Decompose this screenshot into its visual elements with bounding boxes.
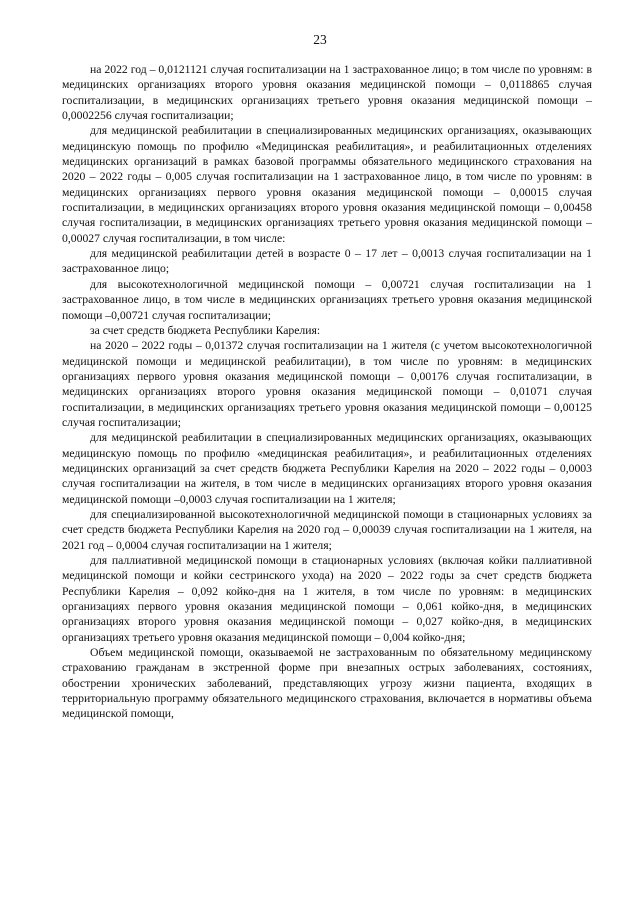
paragraph-2022-hospitalization: на 2022 год – 0,0121121 случая госпитализации на 1 застрахованное лицо; в том числе по уровням: в медицинских организациях второго уровня оказания медицинской помощи – 0,0118865 случая госпитализации, в медицинских организациях третьего уровня оказания медицинской помощи – 0,0002256 случая госпитализации; [62,63,592,123]
paragraph-karelia-budget-heading: за счет средств бюджета Республики Карелия: [90,323,321,337]
paragraph-uninsured-emergency: Объем медицинской помощи, оказываемой не застрахованным по обязательному медицинскому страхованию гражданам в экстренной форме при внезапных острых заболеваниях, состояниях, обострении хронических заболеваний, представляющих угрозу жизни пациента, входящих в территориальную программу обязательного медицинского страхования, включается в нормативы объема медицинской помощи, [62,646,592,721]
document-body [62,62,592,722]
paragraph-rehabilitation-oms: для медицинской реабилитации в специализированных медицинских организациях, оказывающих медицинскую помощь по профилю «Медицинская реабилитация», и реабилитационных отделениях медицинских организаций в рамках базовой программы обязательного медицинского страхования на 2020 – 2022 годы – 0,005 случая госпитализации на 1 застрахованное лицо, в том числе по уровням: в медицинских организациях первого уровня оказания медицинской помощи – 0,00015 случая госпитализации, в медицинских организациях второго уровня оказания медицинской помощи – 0,00458 случая госпитализации, в медицинских организациях третьего уровня оказания медицинской помощи – 0,00027 случая госпитализации, в том числе: [62,124,592,245]
paragraph-karelia-high-tech: для специализированной высокотехнологичной медицинской помощи в стационарных условиях за счет средств бюджета Республики Карелия на 2020 год – 0,00039 случая госпитализации на 1 жителя, на 2021 год – 0,0004 случая госпитализации на 1 жителя; [62,507,592,552]
paragraph-palliative-care: для паллиативной медицинской помощи в стационарных условиях (включая койки паллиативной медицинской помощи и койки сестринского ухода) на 2020 – 2022 годы за счет средств бюджета Республики Карелия – 0,092 койко-дня на 1 жителя, в том числе по уровням: в медицинских организациях первого уровня оказания медицинской помощи – 0,061 койко-дня, в медицинских организациях второго уровня оказания медицинской помощи – 0,027 койко-дня, в медицинских организациях третьего уровня оказания медицинской помощи – 0,004 койко-дня; [62,554,592,644]
paragraph-high-tech-care: для высокотехнологичной медицинской помощи – 0,00721 случая госпитализации на 1 застрахованное лицо, в том числе в медицинских организациях третьего уровня оказания медицинской помощи –0,00721 случая госпитализации; [62,277,592,322]
page-number: 23 [313,32,327,47]
paragraph-karelia-2020-2022: на 2020 – 2022 годы – 0,01372 случая госпитализации на 1 жителя (с учетом высокотехнологичной медицинской помощи и медицинской реабилитации), в том числе по уровням: в медицинских организациях первого уровня оказания медицинской помощи – 0,00176 случая госпитализации, в медицинских организациях второго уровня оказания медицинской помощи – 0,01071 случая госпитализации, в медицинских организациях третьего уровня оказания медицинской помощи – 0,00125 случая госпитализации; [62,339,592,429]
paragraph-karelia-rehabilitation: для медицинской реабилитации в специализированных медицинских организациях, оказывающих медицинскую помощь по профилю «медицинская реабилитация», и реабилитационных отделениях медицинских организаций за счет средств бюджета Республики Карелия на 2020 – 2022 годы – 0,0003 случая госпитализации на жителя, в том числе в медицинских организациях второго уровня оказания медицинской помощи –0,0003 случая госпитализации на 1 жителя; [62,431,592,506]
paragraph-child-rehabilitation: для медицинской реабилитации детей в возрасте 0 – 17 лет – 0,0013 случая госпитализации на 1 застрахованное лицо; [62,247,592,276]
